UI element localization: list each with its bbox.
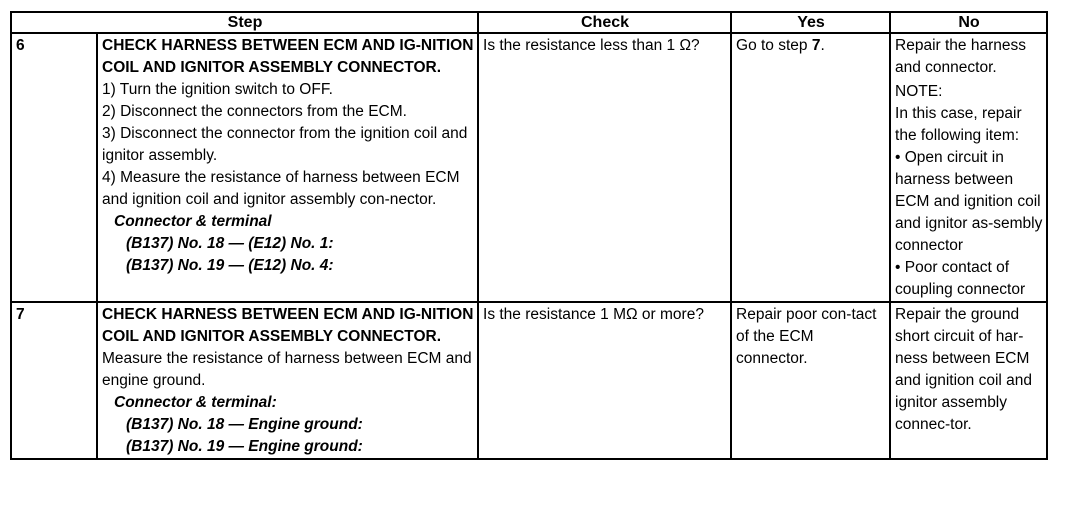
connector-terminal-label: Connector & terminal	[114, 213, 272, 230]
note-label: NOTE:	[895, 83, 943, 100]
table-row-step-6	[11, 33, 1047, 302]
yes-step-link: 7	[811, 37, 821, 54]
no-cell: Repair the ground short circuit of har-ness between ECM and ignition coil and ignitor assembly connec-tor.	[890, 302, 1047, 459]
terminal-spec: (B137) No. 18 — Engine ground:	[126, 416, 363, 433]
no-cell	[890, 33, 1047, 302]
note-item: • Open circuit in harness between ECM and ignition coil and ignitor as-sembly connector	[895, 149, 1043, 254]
terminal-spec: (B137) No. 18 — (E12) No. 1:	[126, 235, 334, 252]
step-description	[97, 302, 478, 459]
note-text: In this case, repair the following item:	[895, 105, 1022, 144]
step-instruction: 3) Disconnect the connector from the ignition coil and ignitor assembly.	[102, 125, 468, 164]
step-number: 7	[11, 302, 97, 459]
header-step: Step	[11, 12, 478, 33]
step-title: CHECK HARNESS BETWEEN ECM AND IG-NITION COIL AND IGNITOR ASSEMBLY CONNECTOR.	[102, 306, 474, 345]
step-instruction: Measure the resistance of harness between ECM and engine ground.	[102, 350, 472, 389]
check-cell: Is the resistance less than 1 Ω?	[478, 33, 731, 302]
yes-prefix: Go to step	[736, 37, 812, 54]
header-check: Check	[478, 12, 731, 33]
check-cell: Is the resistance 1 MΩ or more?	[478, 302, 731, 459]
step-instruction: 1) Turn the ignition switch to OFF.	[102, 81, 333, 98]
yes-cell	[731, 33, 890, 302]
step-description	[97, 33, 478, 302]
note-item: • Poor contact of coupling connector	[895, 259, 1026, 298]
yes-cell: Repair poor con-tact of the ECM connector.	[731, 302, 890, 459]
no-main-text: Repair the harness and connector.	[895, 37, 1026, 76]
header-no: No	[890, 12, 1047, 33]
terminal-spec: (B137) No. 19 — Engine ground:	[126, 438, 363, 455]
header-row	[11, 12, 1047, 33]
table-row-step-7	[11, 302, 1047, 459]
step-instruction: 2) Disconnect the connectors from the ECM.	[102, 103, 407, 120]
connector-terminal-label: Connector & terminal:	[114, 394, 277, 411]
header-yes: Yes	[731, 12, 890, 33]
diagnostic-table	[10, 11, 1048, 460]
step-title: CHECK HARNESS BETWEEN ECM AND IG-NITION COIL AND IGNITOR ASSEMBLY CONNECTOR.	[102, 37, 474, 76]
step-number: 6	[11, 33, 97, 302]
step-instruction: 4) Measure the resistance of harness between ECM and ignition coil and ignitor assembly con-nector.	[102, 169, 460, 208]
terminal-spec: (B137) No. 19 — (E12) No. 4:	[126, 257, 334, 274]
yes-suffix: .	[820, 37, 825, 54]
